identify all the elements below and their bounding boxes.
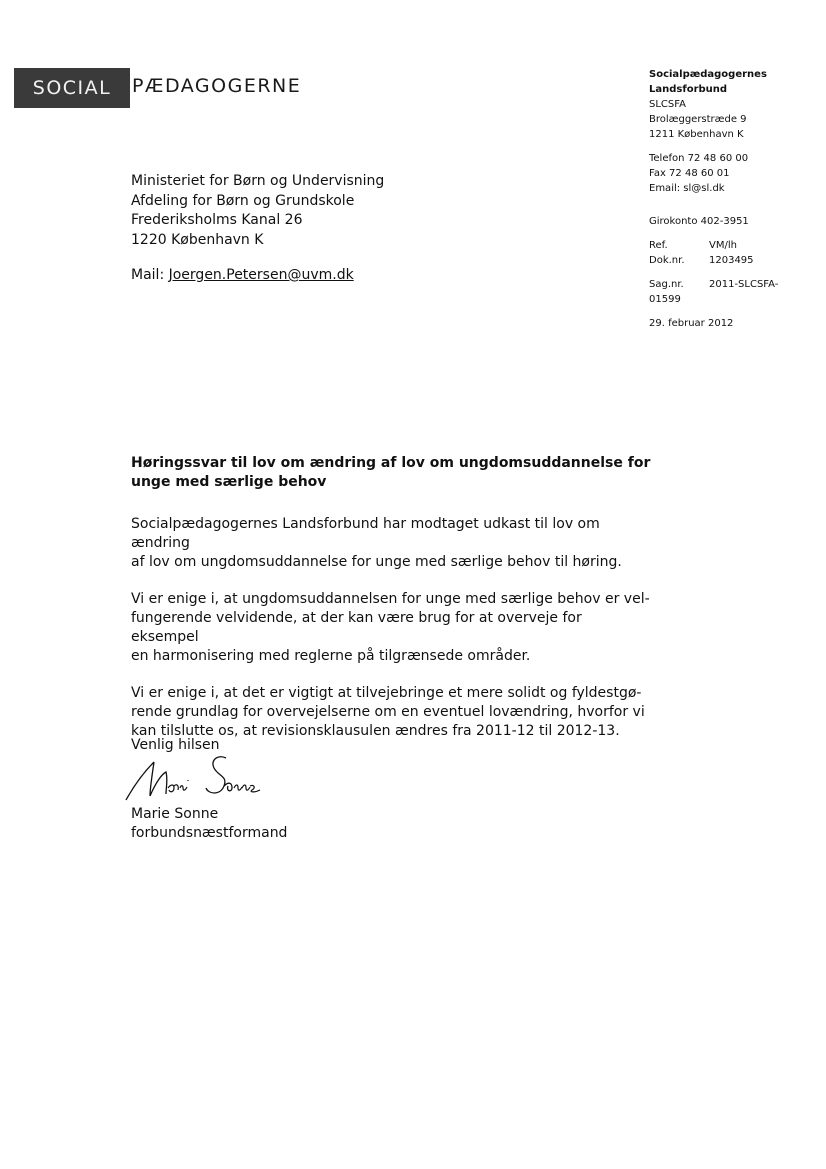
letter-date: 29. februar 2012: [649, 318, 734, 329]
sender-fax: Fax 72 48 60 01: [649, 168, 730, 179]
logo-wordmark: PÆDAGOGERNE: [132, 75, 302, 97]
body-paragraph: Vi er enige i, at ungdomsuddannelsen for unge med særlige behov er vel- fungerende velvidende, at der kan være brug for at overveje for eksempel en harmonisering med reglerne på tilgrænsede områder.: [131, 591, 650, 664]
sender-abbr: SLCSFA: [649, 99, 686, 110]
recipient-email-link[interactable]: Joergen.Petersen@uvm.dk: [168, 267, 354, 283]
handwritten-signature: [116, 752, 276, 804]
letter-body: [131, 454, 651, 759]
sag-value-cont: 01599: [649, 294, 681, 305]
letter-subject: Høringssvar til lov om ændring af lov om ungdomsuddannelse for unge med særlige behov: [131, 455, 651, 490]
mail-label: Mail:: [131, 267, 169, 283]
sender-phone: Telefon 72 48 60 00: [649, 153, 749, 164]
sender-giro: Girokonto 402-3951: [649, 216, 749, 227]
closing-salutation: Venlig hilsen: [131, 737, 220, 753]
logo-box: SOCIAL: [14, 68, 130, 108]
sender-city: 1211 København K: [649, 129, 744, 140]
sender-email: Email: sl@sl.dk: [649, 183, 725, 194]
signer-block: [131, 805, 287, 843]
sender-org-name-cont: Landsforbund: [649, 84, 728, 95]
sag-value: 2011-SLCSFA-: [709, 279, 779, 290]
recipient-address: [131, 172, 384, 250]
signer-name: Marie Sonne: [131, 806, 219, 822]
sag-row: [649, 277, 819, 292]
dok-value: 1203495: [709, 255, 754, 266]
sender-org-name: Socialpædagogernes: [649, 69, 767, 80]
recipient-line: Ministeriet for Børn og Undervisning: [131, 173, 385, 189]
sender-info: [649, 67, 819, 331]
recipient-line: 1220 København K: [131, 231, 264, 248]
sender-street: Brolæggerstræde 9: [649, 114, 747, 125]
signer-title: forbundsnæstformand: [131, 825, 288, 841]
recipient-line: Frederiksholms Kanal 26: [131, 212, 303, 228]
organization-logo: [14, 68, 301, 108]
ref-row: [649, 238, 819, 253]
body-paragraph: Vi er enige i, at det er vigtigt at tilvejebringe et mere solidt og fyldestgø- rende grundlag for overvejelserne om en eventuel lovændring, hvorfor vi kan tilslutte os, at revisionsklausulen ændres fra 2011-12 til 2012-13.: [131, 685, 645, 739]
sag-label: Sag.nr.: [649, 279, 684, 290]
ref-label: Ref.: [649, 240, 668, 251]
recipient-line: Afdeling for Børn og Grundskole: [131, 192, 355, 209]
dok-row: [649, 253, 819, 268]
body-paragraph: Socialpædagogernes Landsforbund har modtaget udkast til lov om ændring af lov om ungdomsuddannelse for unge med særlige behov til høring.: [131, 516, 622, 570]
dok-label: Dok.nr.: [649, 255, 685, 266]
ref-value: VM/lh: [709, 240, 737, 251]
recipient-mail: [131, 267, 354, 283]
